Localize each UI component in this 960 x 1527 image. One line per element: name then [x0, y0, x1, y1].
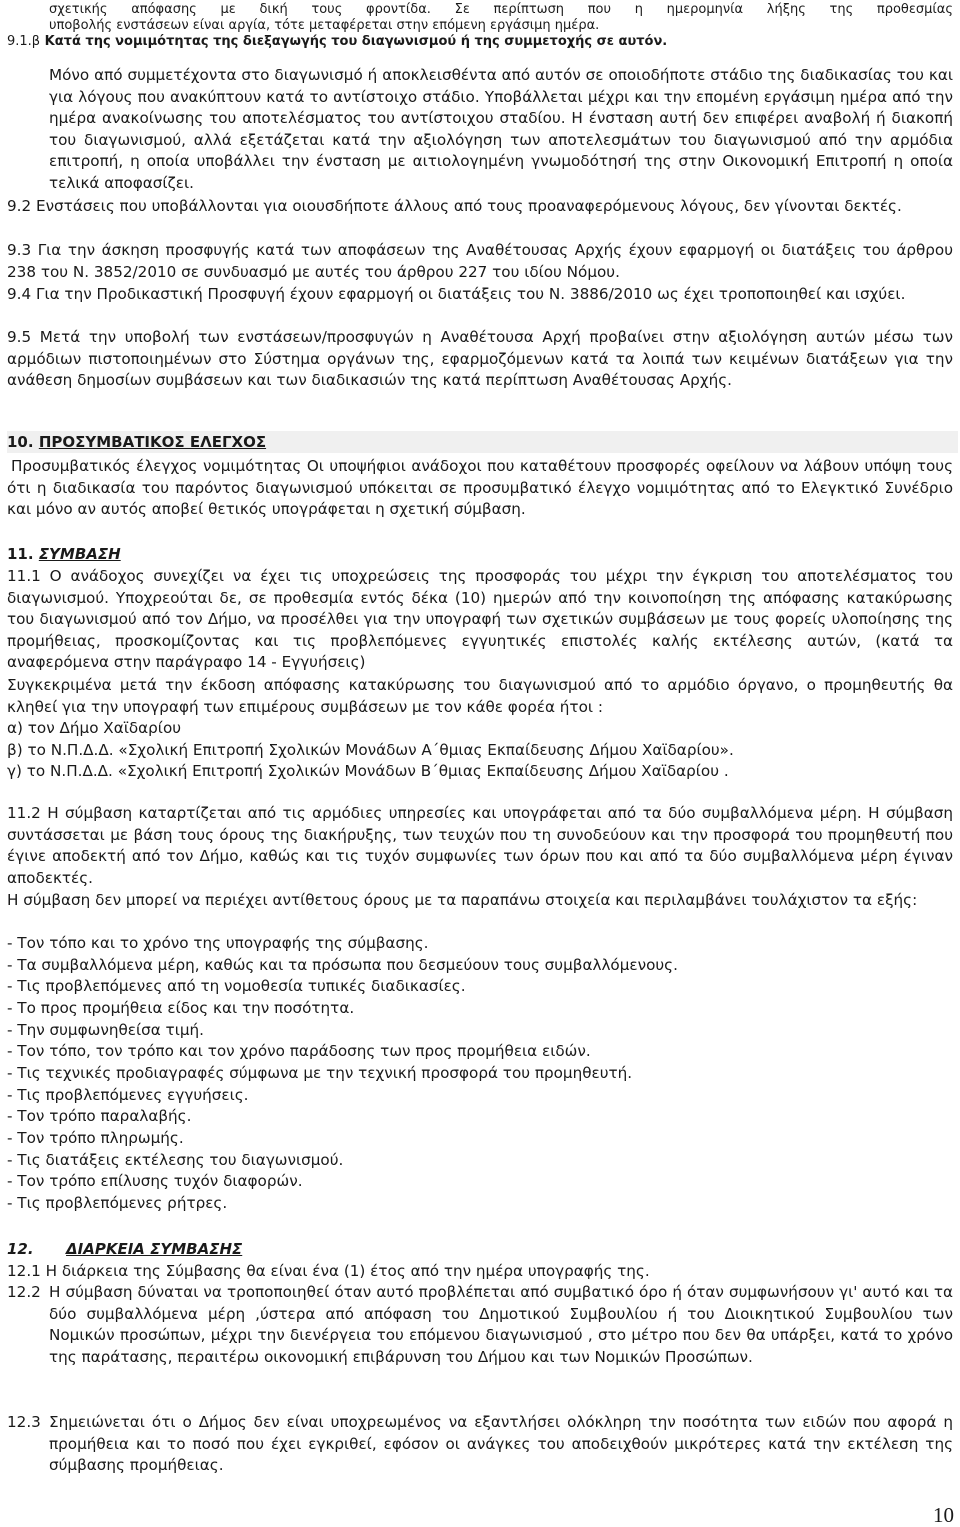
- paragraph-12-3-number: 12.3: [7, 1413, 41, 1431]
- section-11-title: ΣΥΜΒΑΣΗ: [38, 545, 121, 563]
- heading-text: Κατά της νομιμότητας της διεξαγωγής του διαγωνισμού ή της συμμετοχής σε αυτόν.: [44, 34, 668, 49]
- section-12-heading: [7, 1238, 242, 1260]
- top-line-2: υποβολής ενστάσεων είναι αργία, τότε μεταφέρεται στην επόμενη εργάσιμη ημέρα.: [49, 18, 600, 33]
- list-item: - Τις τεχνικές προδιαγραφές σύμφωνα με την τεχνική προσφορά του προμηθευτή.: [7, 1063, 633, 1082]
- section-10-number: 10.: [7, 433, 34, 451]
- paragraph-12-2: Η σύμβαση δύναται να τροποποιηθεί όταν αυτό προβλέπεται από συμβατικό όρο ή όταν συμφωνήσουν γι' αυτό και τα δύο συμβαλλόμενα μέρη ,ύστερα από απόφαση του Δημοτικού Συμβουλίου ή του Διοικητικού Συμβουλίου των Νομικών προσώπων, μέχρι την διενέργεια του επόμενου διαγωνισμού , στο μέτρο που δεν θα υπάρξει, κατά το χρόνο της παράτασης, περαιτέρω οικονομική επιβάρυνση του Δήμου και των Νομικών Προσώπων.: [49, 1283, 953, 1366]
- list-item: - Την συμφωνηθείσα τιμή.: [7, 1020, 204, 1039]
- list-item: - Το προς προμήθεια είδος και την ποσότητα.: [7, 998, 355, 1017]
- list-item: - Τις προβλεπόμενες εγγυήσεις.: [7, 1085, 249, 1104]
- paragraph-9-4: 9.4 Για την Προδικαστική Προσφυγή έχουν εφαρμογή οι διατάξεις του Ν. 3886/2010 ως έχει τροποποιηθεί και ισχύει.: [7, 285, 906, 303]
- heading-number: 9.1.β: [7, 34, 41, 49]
- paragraph-12-1: 12.1 Η διάρκεια της Σύμβασης θα είναι ένα (1) έτος από την ημέρα υπογραφής της.: [7, 1262, 650, 1280]
- list-item: - Τις προβλεπόμενες από τη νομοθεσία τυπικές διαδικασίες.: [7, 977, 466, 996]
- section-12-title: ΔΙΑΡΚΕΙΑ ΣΥΜΒΑΣΗΣ: [66, 1240, 243, 1258]
- top-line-1: σχετικής απόφασης με δική τους φροντίδα. Σε περίπτωση που η ημερομηνία λήξης της προθεσμίας: [49, 2, 953, 17]
- paragraph-11-1: 11.1 Ο ανάδοχος συνεχίζει να έχει τις υποχρεώσεις της προσφοράς του μέχρι την έγκριση του αποτελέσματος του διαγωνισμού. Υποχρεούται δε, σε προθεσμία εντός δέκα (10) ημερών από την κοινοποίηση της απόφασης κατακύρωσης του διαγωνισμού από τον Δήμο, να προσέλθει για την υπογραφή των σχετικών συμβάσεων με τους φορείς υλοποίησης της προμήθειας, προσκομίζοντας και τις προβλεπόμενες εγγυητικές επιστολές καλής εκτέλεσης αυτών, (κατά τα αναφερόμενα στην παράγραφο 14 - Εγγυήσεις): [7, 567, 953, 672]
- entity-b: β) το Ν.Π.Δ.Δ. «Σχολική Επιτροπή Σχολικών Μονάδων Α΄θμιας Εκπαίδευσης Δήμου Χαϊδαρίου».: [7, 741, 734, 759]
- paragraph-9-3: 9.3 Για την άσκηση προσφυγής κατά των αποφάσεων της Αναθέτουσας Αρχής έχουν εφαρμογή οι διατάξεις του άρθρου 238 του Ν. 3852/2010 σε συνδυασμό με αυτές του άρθρου 227 του ιδίου Νόμου.: [7, 241, 953, 281]
- top-paragraph: [49, 2, 953, 34]
- paragraph-10: Προσυμβατικός έλεγχος νομιμότητας Οι υποψήφιοι ανάδοχοι που καταθέτουν προσφορές οφείλουν να λάβουν υπόψη τους ότι η διαδικασία του παρόντος διαγωνισμού υπόκειται σε προσυμβατικό έλεγχο νομιμότητας από το Ελεγκτικό Συνέδριο και μόνο αν αυτός αποβεί θετικός υπογράφεται η σχετική σύμβαση.: [7, 457, 953, 519]
- list-item: - Τον τρόπο επίλυσης τυχόν διαφορών.: [7, 1172, 303, 1191]
- section-12-number: 12.: [7, 1240, 34, 1258]
- list-item: - Τον τόπο, τον τρόπο και τον χρόνο παράδοσης των προς προμήθεια ειδών.: [7, 1042, 591, 1061]
- list-item: - Τον τρόπο πληρωμής.: [7, 1128, 184, 1147]
- paragraph-12-2-number: 12.2: [7, 1283, 41, 1301]
- heading-9-1-b: [7, 34, 667, 50]
- section-10-heading: [7, 431, 266, 453]
- paragraph-11-2-b: Η σύμβαση δεν μπορεί να περιέχει αντίθετους όρους με τα παραπάνω στοιχεία και περιλαμβάνει τουλάχιστον τα εξής:: [7, 891, 918, 909]
- section-11-heading: [7, 543, 121, 565]
- section-11-number: 11.: [7, 545, 34, 563]
- list-item: - Τις διατάξεις εκτέλεσης του διαγωνισμού.: [7, 1150, 344, 1169]
- paragraph-9-2-text: 9.2 Ενστάσεις που υποβάλλονται για οιουσδήποτε άλλους από τους προαναφερόμενους λόγους, δεν γίνονται δεκτές.: [7, 197, 902, 215]
- list-item: - Τις προβλεπόμενες ρήτρες.: [7, 1193, 228, 1212]
- paragraph-11-1-b: Συγκεκριμένα μετά την έκδοση απόφασης κατακύρωσης του διαγωνισμού από το αρμόδιο όργανο, ο προμηθευτής θα κληθεί για την υπογραφή των επιμέρους συμβάσεων με τον κάθε φορέα ήτοι :: [7, 676, 953, 716]
- list-item: - Τον τρόπο παραλαβής.: [7, 1107, 192, 1126]
- paragraph-12-3: Σημειώνεται ότι ο Δήμος δεν είναι υποχρεωμένος να εξαντλήσει ολόκληρη την ποσότητα των ειδών που αφορά η προμήθεια και το ποσό που έχει εγκριθεί, εφόσον οι ανάγκες του αποδειχθούν μικρότερες κατά την εκτέλεση της σύμβασης προμήθειας.: [49, 1413, 953, 1475]
- list-item: - Τον τόπο και το χρόνο της υπογραφής της σύμβασης.: [7, 934, 429, 952]
- contract-terms-list: [7, 933, 947, 1215]
- paragraph-11-2: 11.2 Η σύμβαση καταρτίζεται από τις αρμόδιες υπηρεσίες και υπογράφεται από τα δύο συμβαλλόμενα μέρη. Η σύμβαση συντάσσεται με βάση τους όρους της διακήρυξης, των τευχών που τη συνοδεύουν και την προσφορά του προμηθευτή που έγινε αποδεκτή από τον Δήμο, καθώς και τις τυχόν συμφωνίες των όρων που και από τα δύο συμβαλλόμενα μέρη έγιναν αποδεκτές.: [7, 804, 953, 887]
- list-item: - Τα συμβαλλόμενα μέρη, καθώς και τα πρόσωπα που δεσμεύουν τους συμβαλλόμενους.: [7, 955, 678, 974]
- page-number: 10: [933, 1503, 954, 1527]
- section-10-title: ΠΡΟΣΥΜΒΑΤΙΚΟΣ ΕΛΕΓΧΟΣ: [38, 433, 267, 451]
- paragraph-9-5: 9.5 Μετά την υποβολή των ενστάσεων/προσφυγών η Αναθέτουσα Αρχή προβαίνει στην αξιολόγηση αυτών μέσω των αρμόδιων πιστοποιημένων στο Σύστημα οργάνων της, εφαρμοζόμενων κατά τα λοιπά των κειμένων διατάξεων για την ανάθεση δημοσίων συμβάσεων και των διαδικασιών της κατά περίπτωση Αναθέτουσας Αρχής.: [7, 328, 953, 390]
- paragraph-9-1-b: Μόνο από συμμετέχοντα στο διαγωνισμό ή αποκλεισθέντα από αυτόν σε οποιοδήποτε στάδιο της διαδικασίας του και για λόγους που ανακύπτουν κατά το αντίστοιχο στάδιο. Υποβάλλεται μέχρι και την επομένη εργάσιμη ημέρα από την ημέρα ανακοίνωσης του αποτελέσματος του αντίστοιχου σταδίου. Η ένσταση αυτή δεν επιφέρει αναβολή ή διακοπή του διαγωνισμού, αλλά εξετάζεται κατά την αξιολόγηση των αποτελεσμάτων του διαγωνισμού από την αρμόδια επιτροπή, η οποία υποβάλλει την ένσταση με αιτιολογημένη γνωμοδότησή της στην Οικονομική Επιτροπή η οποία τελικά αποφασίζει.: [49, 66, 953, 192]
- entity-a: α) τον Δήμο Χαϊδαρίου: [7, 719, 182, 737]
- entity-c: γ) το Ν.Π.Δ.Δ. «Σχολική Επιτροπή Σχολικών Μονάδων Β΄θμιας Εκπαίδευσης Δήμου Χαϊδαρίου .: [7, 762, 729, 780]
- paragraph-9-2: [7, 196, 953, 218]
